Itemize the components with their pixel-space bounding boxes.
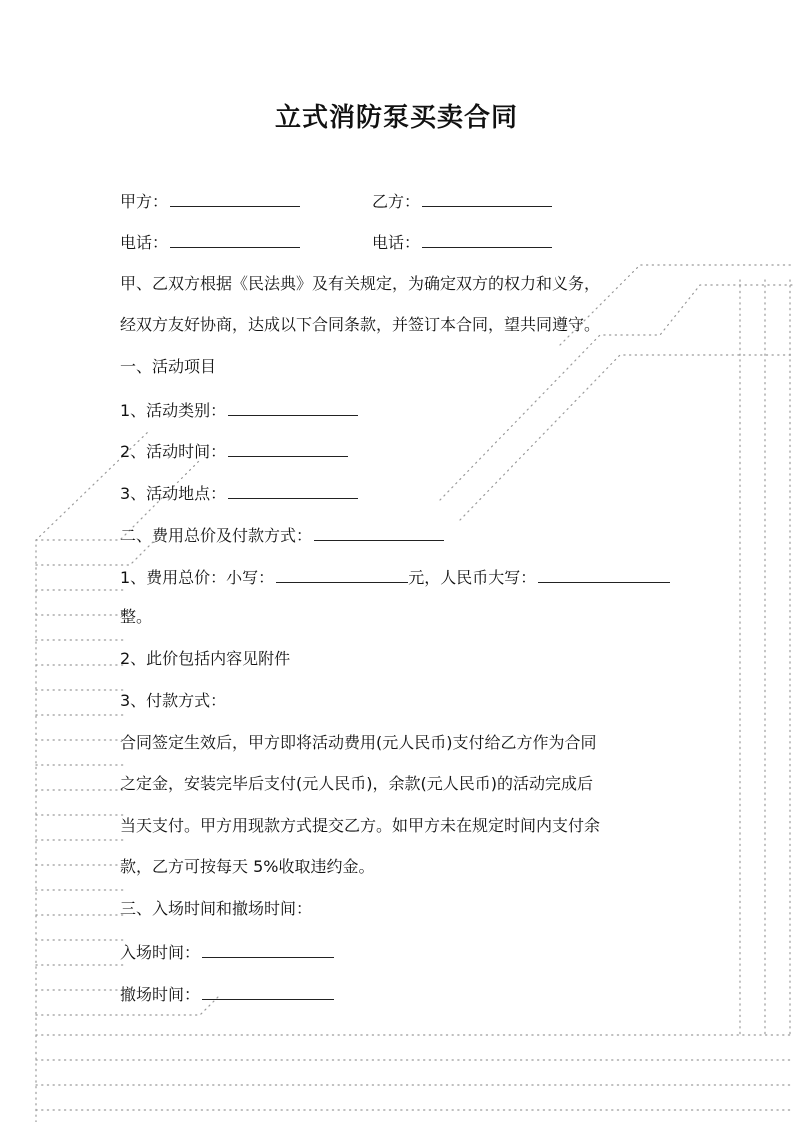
- entry-time-label: 入场时间：: [120, 943, 201, 962]
- total-price-upper-blank: [538, 564, 670, 583]
- fee-method-blank: [314, 522, 444, 541]
- entry-time-blank: [202, 939, 334, 958]
- payment-line-4: 款，乙方可按每天 5%收取违约金。: [120, 857, 375, 876]
- activity-place-row: [120, 480, 358, 506]
- total-price-row: [120, 564, 670, 590]
- party-b-blank: [422, 188, 552, 207]
- party-b-label: 乙方：: [372, 192, 421, 211]
- payment-method-heading: 3、付款方式：: [120, 691, 227, 710]
- activity-time-row: [120, 438, 348, 464]
- activity-type-label: 1、活动类别：: [120, 401, 227, 420]
- total-price-mid: 元，人民币大写：: [408, 568, 537, 587]
- phone-b-label: 电话：: [372, 233, 421, 252]
- price-includes: 2、此价包括内容见附件: [120, 649, 291, 668]
- activity-time-label: 2、活动时间：: [120, 442, 227, 461]
- contract-title: 立式消防泵买卖合同: [274, 103, 518, 133]
- party-b-row: [372, 188, 552, 214]
- payment-line-3: 当天支付。甲方用现款方式提交乙方。如甲方未在规定时间内支付余: [120, 816, 601, 835]
- payment-line-1: 合同签定生效后，甲方即将活动费用(元人民币)支付给乙方作为合同: [120, 733, 597, 752]
- entry-time-row: [120, 939, 334, 965]
- total-price-prefix: 1、费用总价：小写：: [120, 568, 275, 587]
- activity-type-blank: [228, 397, 358, 416]
- exit-time-row: [120, 981, 334, 1007]
- phone-b-row: [372, 229, 552, 255]
- phone-b-blank: [422, 229, 552, 248]
- section-2-heading-row: [120, 522, 444, 548]
- phone-a-label: 电话：: [120, 233, 169, 252]
- total-price-lower-blank: [276, 564, 408, 583]
- activity-time-blank: [228, 438, 348, 457]
- total-price-suffix: 整。: [120, 607, 153, 626]
- activity-type-row: [120, 397, 358, 423]
- section-1-heading: 一、活动项目: [120, 357, 217, 376]
- phone-a-row: [120, 229, 300, 255]
- exit-time-label: 撤场时间：: [120, 985, 201, 1004]
- section-2-heading: 二、费用总价及付款方式：: [120, 526, 313, 545]
- exit-time-blank: [202, 981, 334, 1000]
- party-a-row: [120, 188, 300, 214]
- intro-line-2: 经双方友好协商，达成以下合同条款，并签订本合同，望共同遵守。: [120, 315, 601, 334]
- section-3-heading: 三、入场时间和撤场时间：: [120, 899, 313, 918]
- activity-place-label: 3、活动地点：: [120, 484, 227, 503]
- phone-a-blank: [170, 229, 300, 248]
- party-a-label: 甲方：: [120, 192, 169, 211]
- intro-line-1: 甲、乙双方根据《民法典》及有关规定，为确定双方的权力和义务，: [120, 274, 601, 293]
- payment-line-2: 之定金，安装完毕后支付(元人民币)，余款(元人民币)的活动完成后: [120, 774, 593, 793]
- activity-place-blank: [228, 480, 358, 499]
- party-a-blank: [170, 188, 300, 207]
